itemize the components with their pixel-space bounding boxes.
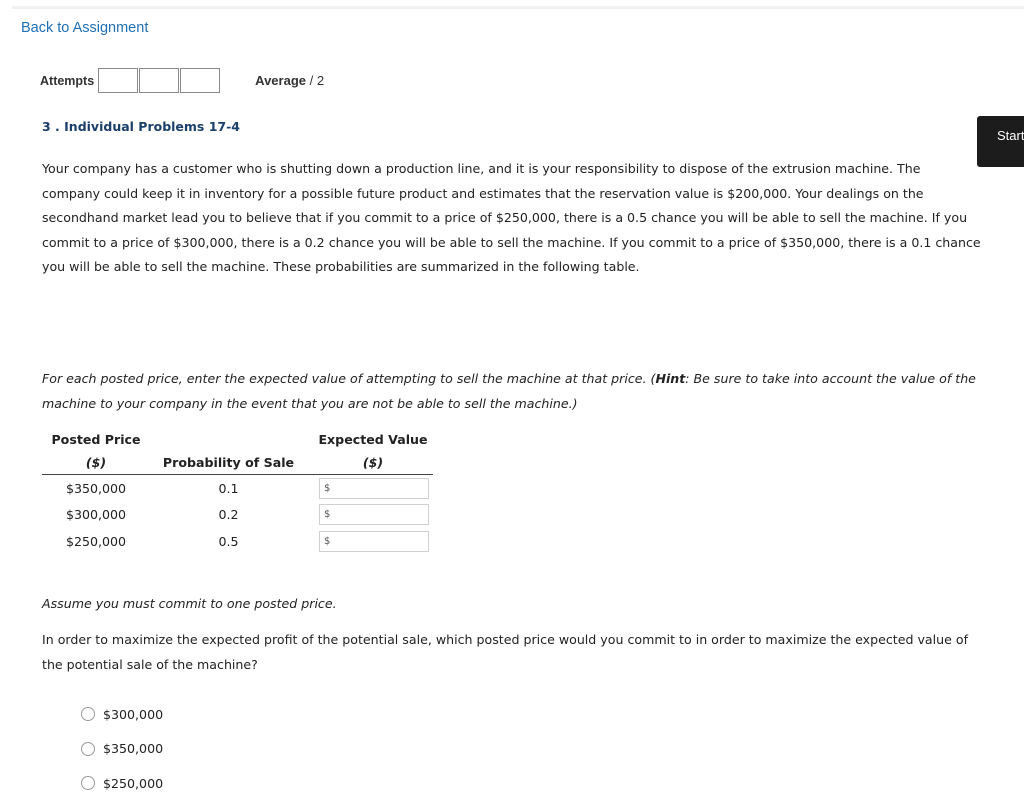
header-probability: Probability of Sale xyxy=(150,451,307,475)
expected-value-cell xyxy=(313,475,433,502)
option-300000[interactable] xyxy=(81,697,163,732)
table-row xyxy=(42,528,433,555)
attempt-boxes xyxy=(98,68,221,93)
expected-value-input-300000[interactable] xyxy=(330,505,426,525)
average-score xyxy=(255,73,324,88)
problem-intro: Your company has a customer who is shutting down a production line, and it is your responsibility to dispose of the extrusion machine. The company could keep it in inventory for a possible future product and estimates that the reservation value is $200,000. Your dealings on the secondhand market lead you to believe that if you commit to a price of $250,000, there is a 0.5 chance you will be able to sell the machine. If you commit to a price of $300,000, there is a 0.2 chance you will be able to sell the machine. If you commit to a price of $350,000, there is a 0.1 chance you will be able to sell the machine. These probabilities are summarized in the following table. xyxy=(42,161,981,275)
radio-button[interactable] xyxy=(81,707,95,721)
header-posted-price-unit: ($) xyxy=(42,451,150,475)
dollar-sign: $ xyxy=(324,509,331,521)
expected-value-field xyxy=(319,478,429,499)
price-probability-table xyxy=(42,428,433,555)
probability-cell: 0.5 xyxy=(218,533,239,549)
dollar-sign: $ xyxy=(324,482,331,494)
instructions xyxy=(42,367,982,416)
dollar-sign: $ xyxy=(324,535,331,547)
problem-title: 3 . Individual Problems 17-4 xyxy=(42,119,241,134)
probability-cell: 0.2 xyxy=(218,507,239,523)
header-expected-value: Expected Value xyxy=(318,432,428,447)
probability-cell: 0.1 xyxy=(218,480,239,496)
attempts-row xyxy=(40,68,324,93)
option-label: $350,000 xyxy=(103,741,164,757)
option-250000[interactable] xyxy=(81,766,163,801)
assume-note: Assume you must commit to one posted price. xyxy=(42,596,337,611)
hint-label: Hint xyxy=(655,371,686,386)
expected-value-cell xyxy=(313,528,433,555)
answer-options xyxy=(81,697,163,801)
header-expected-value-unit: ($) xyxy=(313,451,433,475)
attempt-box-2 xyxy=(139,68,179,93)
price-cell: $250,000 xyxy=(65,533,127,549)
attempts-label: Attempts xyxy=(40,73,95,88)
option-label: $250,000 xyxy=(103,775,164,791)
start-button[interactable]: Start xyxy=(977,116,1024,167)
price-cell: $300,000 xyxy=(65,507,127,523)
average-label: Average xyxy=(255,73,306,88)
table-header-row-1 xyxy=(42,428,433,451)
top-divider xyxy=(12,6,1024,9)
expected-value-cell xyxy=(313,502,433,529)
radio-button[interactable] xyxy=(81,742,95,756)
attempt-box-3 xyxy=(180,68,220,93)
price-cell: $350,000 xyxy=(65,480,127,496)
option-label: $300,000 xyxy=(103,706,164,722)
header-posted-price: Posted Price xyxy=(51,432,141,447)
expected-value-field xyxy=(319,531,429,552)
question-text: In order to maximize the expected profit of the potential sale, which posted price would you commit to in order to maximize the expected value of the potential sale of the machine? xyxy=(42,632,969,672)
option-350000[interactable] xyxy=(81,732,163,767)
table-row xyxy=(42,475,433,502)
back-to-assignment-link[interactable]: Back to Assignment xyxy=(21,20,149,36)
expected-value-field xyxy=(319,504,429,525)
header-blank xyxy=(150,428,307,451)
expected-value-input-350000[interactable] xyxy=(330,478,426,498)
instructions-text-before: For each posted price, enter the expected value of attempting to sell the machine at that price. ( xyxy=(42,371,656,386)
table-row xyxy=(42,502,433,529)
instructions-text-after: : Be sure to take into account the value of the machine to your company in the event that you are not be able to sell the machine.) xyxy=(42,371,976,411)
expected-value-input-250000[interactable] xyxy=(330,531,426,551)
radio-button[interactable] xyxy=(81,776,95,790)
attempt-box-1 xyxy=(98,68,138,93)
average-value: / 2 xyxy=(306,73,325,88)
table-header-row-2 xyxy=(42,451,433,475)
